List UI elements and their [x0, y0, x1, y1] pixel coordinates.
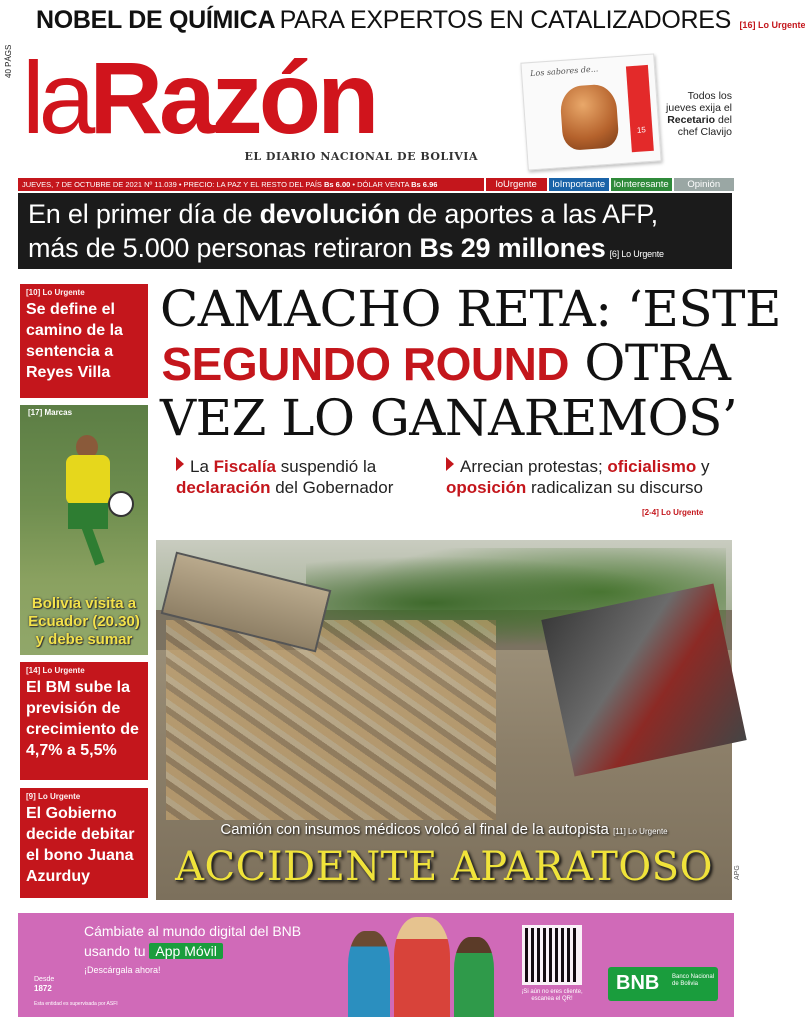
ad-line-2 [84, 943, 223, 959]
promo-text-1: Todos los jueves exija el [666, 90, 732, 114]
tab-lo-importante[interactable]: loImportante [549, 178, 610, 191]
news-headline: El BM sube la previsión de crecimiento de 4,7% a 5,5% [26, 679, 139, 759]
player-leg [81, 524, 104, 565]
qr-caption: ¡Si aún no eres cliente, escanea el QR! [521, 989, 583, 1002]
teaser-ref: [16] Lo Urgente [739, 20, 805, 30]
player-shirt [66, 455, 110, 505]
subhead-ref: [2-4] Lo Urgente [642, 508, 704, 517]
ad-line-1: Cámbiate al mundo digital del BNB [84, 923, 302, 939]
news-ref: [9] Lo Urgente [26, 792, 81, 801]
sub-text: radicalizan su discurso [526, 478, 703, 497]
headline-red: SEGUNDO ROUND [161, 338, 570, 390]
dish-image [559, 83, 619, 151]
teaser-text: PARA EXPERTOS EN CATALIZADORES [279, 6, 731, 34]
football-icon [108, 491, 134, 517]
bnb-logo-text: BNB [616, 972, 660, 994]
news-ref: [10] Lo Urgente [26, 288, 85, 297]
bullet-triangle-icon [446, 457, 454, 471]
banner-bold: devolución [259, 199, 401, 229]
main-headline[interactable] [160, 280, 782, 447]
photo-title: ACCIDENTE APARATOSO [175, 844, 713, 890]
news-headline: Se define el camino de la sentencia a Reyes Villa [26, 301, 123, 381]
page-count: 40 PÁGS [4, 44, 13, 78]
edition-info-bar [18, 178, 484, 191]
sub-bold: oposición [446, 478, 527, 497]
sub-text: La [190, 457, 214, 476]
news-box-bm[interactable] [20, 662, 148, 780]
bullet-triangle-icon [176, 457, 184, 471]
headline-line-1: CAMACHO RETA: ‘ESTE [160, 280, 782, 338]
subhead-fiscalia[interactable] [176, 456, 426, 498]
tab-opinion[interactable]: Opinión [674, 178, 735, 191]
sub-text: del Gobernador [270, 478, 394, 497]
ad-text: usando tu [84, 943, 150, 959]
banner-line-2 [28, 231, 722, 271]
banner-text: de aportes a las AFP, [400, 199, 658, 229]
promo-text-bold: Recetario [667, 114, 716, 126]
qr-code-icon[interactable] [522, 925, 582, 985]
headline-rest: OTRA [569, 334, 731, 392]
recipe-tab: 15 [626, 65, 654, 152]
sports-caption: Bolivia visita a Ecuador (20.30) y debe sumar [28, 595, 140, 648]
tab-lo-urgente[interactable]: loUrgente [486, 178, 547, 191]
recipe-image-caption: Los sabores de... [529, 64, 599, 79]
person-figure [348, 931, 390, 1017]
sub-bold: Fiscalía [213, 457, 277, 476]
tagline: EL DIARIO NACIONAL DE BOLIVIA [244, 150, 478, 163]
ad-cta: ¡Descárgala ahora! [84, 965, 161, 975]
banner-text: En el primer día de [28, 199, 260, 229]
teaser-bold: NOBEL DE QUÍMICA [36, 6, 276, 34]
dolar-label: • DÓLAR VENTA [350, 180, 412, 189]
bnb-full-name: Banco Nacional de Bolivia [672, 974, 715, 987]
bnb-advertisement[interactable] [18, 913, 734, 1017]
afp-banner[interactable] [18, 193, 732, 269]
banner-bold: Bs 29 millones [419, 233, 606, 263]
sub-bold: declaración [176, 478, 271, 497]
edition-info: JUEVES, 7 DE OCTUBRE DE 2021 Nº 11.039 • PRECIO: LA PAZ Y EL RESTO DEL PAÍS [22, 180, 325, 189]
recipe-promo-text[interactable] [660, 90, 732, 138]
sub-text: suspendió la [276, 457, 377, 476]
scattered-boxes [166, 620, 496, 820]
newspaper-logo[interactable] [22, 40, 482, 155]
since-year: 1872 [34, 984, 52, 993]
photo-caption-text: Camión con insumos médicos volcó al final de la autopista [220, 821, 609, 838]
ad-fine-print: Esta entidad es supervisada por ASFI [34, 1001, 118, 1007]
promo-text-2: del chef Clavijo [677, 114, 732, 138]
news-ref: [14] Lo Urgente [26, 666, 85, 675]
recipe-promo-image[interactable] [520, 53, 661, 170]
banner-ref: [6] Lo Urgente [609, 249, 664, 259]
sub-text: y [696, 457, 710, 476]
person-figure [454, 937, 494, 1017]
price: Bs 6.00 [324, 180, 351, 189]
logo-razon: Razón [89, 41, 376, 155]
sports-ref: [17] Marcas [28, 408, 73, 417]
news-box-reyes-villa[interactable] [20, 284, 148, 398]
football-player-image [48, 425, 118, 565]
bnb-logo[interactable] [608, 967, 718, 1001]
subhead-protestas[interactable] [446, 456, 736, 498]
headline-line-2 [160, 336, 732, 391]
banner-text: más de 5.000 personas retiraron [28, 233, 420, 263]
photo-credit: APG [734, 865, 741, 880]
since-label [34, 975, 54, 994]
logo-la: la [22, 41, 90, 155]
news-headline: El Gobierno decide debitar el bono Juana Azurduy [26, 805, 135, 885]
section-tabs [486, 178, 734, 191]
dolar-value: Bs 6.96 [411, 180, 438, 189]
since-text: Desde [34, 976, 55, 983]
app-movil-button[interactable]: App Móvil [149, 943, 222, 959]
news-box-bono[interactable] [20, 788, 148, 898]
sub-bold: oficialismo [607, 457, 697, 476]
headline-line-3: VEZ LO GANAREMOS’ [160, 389, 738, 447]
accident-photo[interactable] [156, 540, 732, 898]
sports-box[interactable] [20, 405, 148, 655]
sub-text: Arrecian protestas; [460, 457, 608, 476]
top-teaser[interactable] [36, 6, 805, 36]
ad-people-image [348, 917, 498, 1017]
photo-caption-ref: [11] Lo Urgente [613, 827, 668, 836]
person-figure [394, 917, 450, 1017]
banner-line-1 [28, 197, 722, 231]
photo-caption [156, 821, 732, 838]
tab-lo-interesante[interactable]: loInteresante [611, 178, 672, 191]
